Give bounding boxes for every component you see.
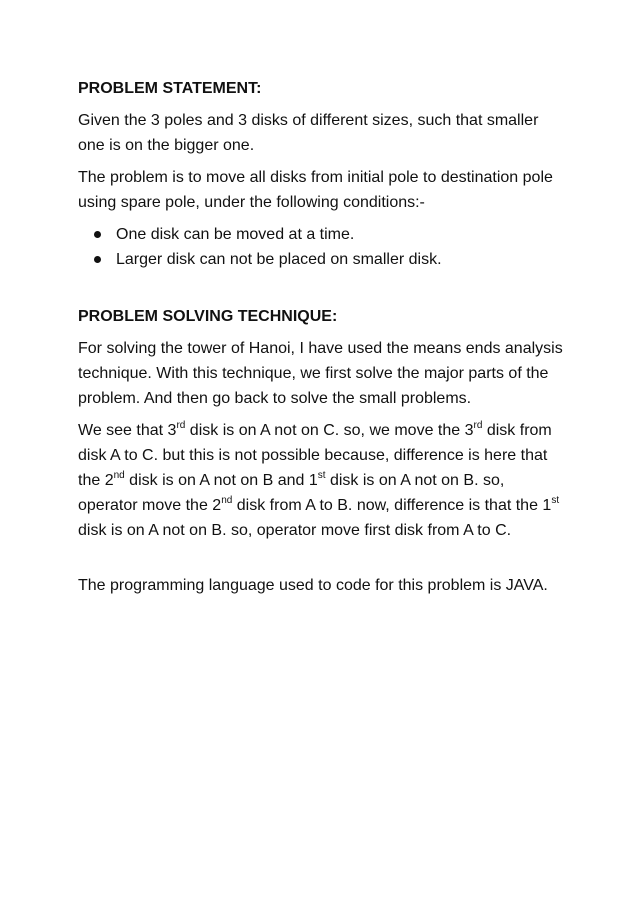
list-item-text: One disk can be moved at a time. bbox=[116, 226, 355, 243]
technique-section bbox=[78, 304, 568, 543]
problem-statement-heading: PROBLEM STATEMENT: bbox=[78, 80, 262, 97]
text-run: disk from A to B. now, difference is that the 1 bbox=[232, 497, 552, 514]
ordinal-suffix: st bbox=[317, 469, 326, 481]
text-run: disk is on A not on B and 1 bbox=[124, 472, 318, 489]
technique-para-1: For solving the tower of Hanoi, I have used the means ends analysis technique. With this technique, we first solve the major parts of the problem. And then go back to solve the small problems. bbox=[78, 340, 563, 407]
text-run: disk from disk A to C. but this is not possible because, difference is here that the 2 bbox=[78, 422, 552, 489]
ordinal-suffix: nd bbox=[221, 494, 233, 506]
problem-statement-para-1: Given the 3 poles and 3 disks of different sizes, such that smaller one is on the bigger one. bbox=[78, 112, 539, 154]
text-run: disk is on A not on B. so, operator move the 2 bbox=[78, 472, 505, 514]
ordinal-suffix: rd bbox=[473, 419, 483, 431]
list-item bbox=[116, 222, 568, 247]
conditions-list bbox=[78, 222, 568, 272]
language-para: The programming language used to code for this problem is JAVA. bbox=[78, 577, 548, 594]
bullet-icon bbox=[94, 256, 101, 263]
ordinal-suffix: st bbox=[551, 494, 560, 506]
document-page bbox=[78, 76, 568, 605]
bullet-icon bbox=[94, 231, 101, 238]
list-item bbox=[116, 247, 568, 272]
technique-para-2 bbox=[78, 418, 568, 543]
ordinal-suffix: nd bbox=[113, 469, 125, 481]
text-run: disk is on A not on C. so, we move the 3 bbox=[185, 422, 474, 439]
ordinal-suffix: rd bbox=[176, 419, 186, 431]
technique-heading: PROBLEM SOLVING TECHNIQUE: bbox=[78, 308, 338, 325]
text-run: We see that 3 bbox=[78, 422, 177, 439]
list-item-text: Larger disk can not be placed on smaller disk. bbox=[116, 251, 442, 268]
language-section bbox=[78, 573, 568, 598]
text-run: disk is on A not on B. so, operator move first disk from A to C. bbox=[78, 522, 512, 539]
problem-statement-para-2: The problem is to move all disks from initial pole to destination pole using spare pole, under the following conditions:- bbox=[78, 169, 553, 211]
